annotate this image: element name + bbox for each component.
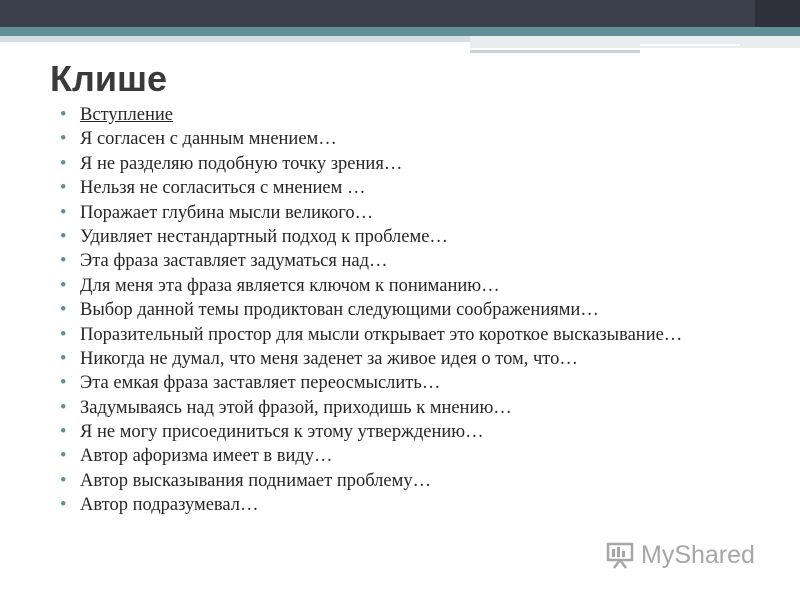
list-item: • Автор подразумевал…	[58, 496, 758, 514]
list-item: • Автор афоризма имеет в виду…	[58, 447, 758, 465]
list-item: • Поразительный простор для мысли открывает это короткое высказывание…	[58, 326, 758, 344]
list-item: • Эта фраза заставляет задуматься над…	[58, 252, 758, 270]
cliche-list	[58, 106, 758, 521]
header-accent-line-white	[640, 44, 740, 46]
presentation-board-icon	[605, 540, 635, 570]
list-item: • Я не разделяю подобную точку зрения…	[58, 155, 758, 173]
header-band-corner	[755, 0, 800, 27]
list-item: • Поражает глубина мысли великого…	[58, 204, 758, 222]
list-item: • Я не могу присоединиться к этому утверждению…	[58, 423, 758, 441]
list-item: • Вступление	[58, 106, 758, 124]
header-band-teal	[0, 27, 800, 36]
list-item: • Удивляет нестандартный подход к проблеме…	[58, 228, 758, 246]
slide-title: Клише	[50, 58, 167, 99]
list-item: • Никогда не думал, что меня заденет за живое идея о том, что…	[58, 350, 758, 368]
list-item: • Нельзя не согласиться с мнением …	[58, 179, 758, 197]
list-item: • Я согласен с данным мнением…	[58, 130, 758, 148]
list-item: • Эта емкая фраза заставляет переосмыслить…	[58, 374, 758, 392]
list-item: • Для меня эта фраза является ключом к пониманию…	[58, 277, 758, 295]
list-item: • Автор высказывания поднимает проблему…	[58, 472, 758, 490]
header-band-light-right	[470, 36, 800, 48]
watermark-logo	[605, 538, 765, 572]
header-accent-line	[470, 50, 640, 53]
list-item: • Выбор данной темы продиктован следующими соображениями…	[58, 301, 758, 319]
list-item: • Задумываясь над этой фразой, приходишь к мнению…	[58, 399, 758, 417]
watermark-text: MyShared	[641, 540, 755, 569]
header-band-dark	[0, 0, 800, 27]
header-band-light	[0, 36, 470, 42]
